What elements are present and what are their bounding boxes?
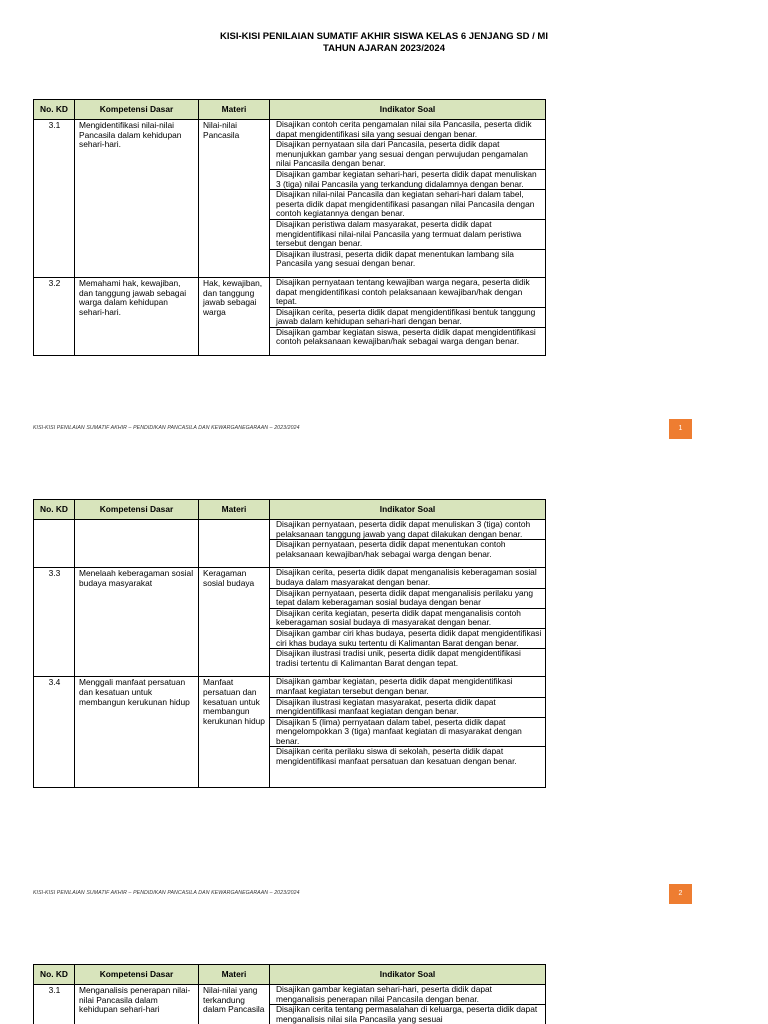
indikator-item: Disajikan pernyataan tentang kewajiban warga negara, peserta didik dapat mengidentifikasi contoh pelaksanaan kewajiban/hak dengan tepat. xyxy=(270,278,545,308)
cell-indikator xyxy=(270,120,546,278)
cell-materi xyxy=(199,520,270,568)
table-row xyxy=(34,985,546,1024)
cell-kompetensi: Mengidentifikasi nilai-nilai Pancasila dalam kehidupan sehari-hari. xyxy=(75,120,199,278)
header-kompetensi-dasar: Kompetensi Dasar xyxy=(75,500,199,520)
indikator-item: Disajikan pernyataan, peserta didik dapat menganalisis perilaku yang tepat dalam keberagaman sosial budaya dengan benar xyxy=(270,589,545,609)
indikator-item: Disajikan pernyataan, peserta didik dapat menuliskan 3 (tiga) contoh pelaksanaan tanggung jawab yang dapat dilakukan dengan benar. xyxy=(270,520,545,540)
header-materi: Materi xyxy=(199,500,270,520)
header-kompetensi-dasar: Kompetensi Dasar xyxy=(75,100,199,120)
header-no-kd: No. KD xyxy=(34,500,75,520)
cell-no-kd: 3.4 xyxy=(34,677,75,787)
indikator-item: Disajikan contoh cerita pengamalan nilai sila Pancasila, peserta didik dapat mengidentifikasi sila yang sesuai dengan benar. xyxy=(270,120,545,140)
document-title: KISI-KISI PENILAIAN SUMATIF AKHIR SISWA KELAS 6 JENJANG SD / MI xyxy=(220,31,548,42)
indikator-item: Disajikan cerita tentang permasalahan di keluarga, peserta didik dapat menganalisis nilai sila Pancasila yang sesuai xyxy=(276,1004,538,1024)
table-row xyxy=(34,520,546,568)
cell-kompetensi: Menelaah keberagaman sosial budaya masyarakat xyxy=(75,568,199,677)
indikator-item: Disajikan gambar kegiatan, peserta didik dapat mengidentifikasi manfaat kegiatan tersebut dengan benar. xyxy=(270,677,545,697)
header-no-kd: No. KD xyxy=(34,965,75,985)
table-header-row xyxy=(34,965,546,985)
header-indikator-soal: Indikator Soal xyxy=(270,500,546,520)
kisi-kisi-table-page-3 xyxy=(33,964,546,1024)
indikator-item: Disajikan 5 (lima) pernyataan dalam tabel, peserta didik dapat mengelompokkan 3 (tiga) manfaat kegiatan di masyarakat dengan benar. xyxy=(270,718,545,748)
indikator-item: Disajikan peristiwa dalam masyarakat, peserta didik dapat mengidentifikasi nilai-nilai Pancasila yang termuat dalam peristiwa tersebut dengan benar. xyxy=(270,220,545,250)
cell-kompetensi: Menganalisis penerapan nilai-nilai Pancasila dalam kehidupan sehari-hari xyxy=(75,985,199,1024)
cell-materi: Nilai-nilai Pancasila xyxy=(199,120,270,278)
cell-no-kd: 3.3 xyxy=(34,568,75,677)
indikator-item: Disajikan cerita, peserta didik dapat menganalisis keberagaman sosial budaya dalam masyarakat dengan benar. xyxy=(270,568,545,588)
table-row xyxy=(34,677,546,787)
page-number-badge: 1 xyxy=(669,419,692,439)
document-subtitle: TAHUN AJARAN 2023/2024 xyxy=(323,43,445,54)
table-row xyxy=(34,120,546,278)
indikator-item: Disajikan cerita, peserta didik dapat mengidentifikasi bentuk tanggung jawab dalam kehidupan sehari-hari dengan benar. xyxy=(270,308,545,328)
indikator-item: Disajikan ilustrasi, peserta didik dapat menentukan lambang sila Pancasila yang sesuai dengan benar. xyxy=(276,248,514,269)
cell-materi: Hak, kewajiban, dan tanggung jawab sebagai warga xyxy=(199,277,270,355)
table-row xyxy=(34,277,546,355)
cell-materi: Manfaat persatuan dan kesatuan untuk membangun kerukunan hidup xyxy=(199,677,270,787)
kisi-kisi-table-page-2 xyxy=(33,499,546,788)
indikator-item: Disajikan cerita perilaku siswa di sekolah, peserta didik dapat mengidentifikasi manfaat persatuan dan kesatuan dengan benar. xyxy=(276,746,517,767)
indikator-item: Disajikan pernyataan, peserta didik dapat menentukan contoh pelaksanaan kewajiban/hak sebagai warga dengan benar. xyxy=(276,539,506,559)
indikator-item: Disajikan gambar kegiatan siswa, peserta didik dapat mengidentifikasi contoh pelaksanaan kewajiban/hak sebagai warga dengan benar. xyxy=(276,326,536,347)
header-no-kd: No. KD xyxy=(34,100,75,120)
indikator-item: Disajikan gambar kegiatan sehari-hari, peserta didik dapat menganalisis penerapan nilai Pancasila dengan benar. xyxy=(270,985,545,1005)
cell-kompetensi: Memahami hak, kewajiban, dan tanggung jawab sebagai warga dalam kehidupan sehari-hari. xyxy=(75,277,199,355)
indikator-item: Disajikan gambar ciri khas budaya, peserta didik dapat mengidentifikasi ciri khas budaya suku tertentu di Kalimantan Barat dengan benar. xyxy=(270,629,545,649)
cell-no-kd: 3.1 xyxy=(34,120,75,278)
cell-indikator xyxy=(270,520,546,568)
cell-kompetensi xyxy=(75,520,199,568)
cell-materi: Keragaman sosial budaya xyxy=(199,568,270,677)
table-row xyxy=(34,568,546,677)
cell-indikator xyxy=(270,677,546,787)
cell-indikator xyxy=(270,568,546,677)
page-footer: KISI-KISI PENILAIAN SUMATIF AKHIR – PENDIDIKAN PANCASILA DAN KEWARGANEGARAAN – 2023/2024 xyxy=(33,890,300,896)
cell-materi: Nilai-nilai yang terkandung dalam Pancasila xyxy=(199,985,270,1024)
table-header-row xyxy=(34,500,546,520)
page-number-badge: 2 xyxy=(669,884,692,904)
indikator-item: Disajikan ilustrasi tradisi unik, peserta didik dapat mengidentifikasi tradisi tertentu di Kalimantan Barat dengan tepat. xyxy=(276,648,521,668)
indikator-item: Disajikan cerita kegiatan, peserta didik dapat menganalisis contoh keberagaman sosial budaya di masyarakat dengan benar. xyxy=(270,609,545,629)
page-footer: KISI-KISI PENILAIAN SUMATIF AKHIR – PENDIDIKAN PANCASILA DAN KEWARGANEGARAAN – 2023/2024 xyxy=(33,425,300,431)
cell-no-kd: 3.1 xyxy=(34,985,75,1024)
cell-no-kd: 3.2 xyxy=(34,277,75,355)
cell-indikator xyxy=(270,277,546,355)
indikator-item: Disajikan gambar kegiatan sehari-hari, peserta didik dapat menuliskan 3 (tiga) nilai Pancasila yang terkandung didalamnya dengan benar. xyxy=(270,170,545,190)
header-indikator-soal: Indikator Soal xyxy=(270,965,546,985)
kisi-kisi-table-page-1 xyxy=(33,99,546,356)
indikator-item: Disajikan nilai-nilai Pancasila dan kegiatan sehari-hari dalam tabel, peserta didik dapat mengidentifikasi pasangan nilai Pancasila dengan contoh kegiatannya dengan benar. xyxy=(270,190,545,220)
cell-no-kd xyxy=(34,520,75,568)
header-materi: Materi xyxy=(199,965,270,985)
cell-indikator xyxy=(270,985,546,1024)
header-indikator-soal: Indikator Soal xyxy=(270,100,546,120)
table-header-row xyxy=(34,100,546,120)
header-kompetensi-dasar: Kompetensi Dasar xyxy=(75,965,199,985)
indikator-item: Disajikan ilustrasi kegiatan masyarakat, peserta didik dapat mengidentifikasi manfaat kegiatan dengan benar. xyxy=(270,698,545,718)
cell-kompetensi: Menggali manfaat persatuan dan kesatuan untuk membangun kerukunan hidup xyxy=(75,677,199,787)
indikator-item: Disajikan pernyataan sila dari Pancasila, peserta didik dapat menunjukkan gambar yang sesuai dengan perwujudan pengamalan nilai Pancasila dengan benar. xyxy=(270,140,545,170)
header-materi: Materi xyxy=(199,100,270,120)
